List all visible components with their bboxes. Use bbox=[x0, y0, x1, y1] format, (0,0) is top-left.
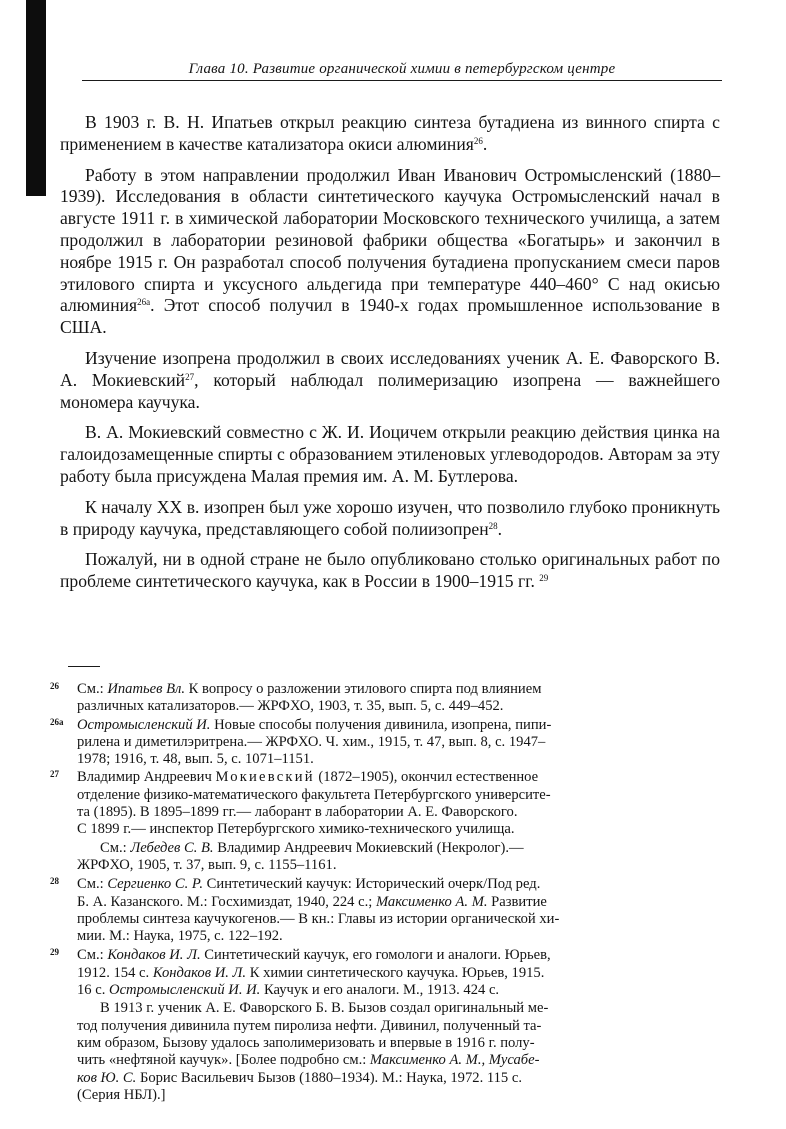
footnote-number: 26а bbox=[50, 716, 64, 727]
paragraph-3: Изучение изопрена продолжил в своих исследованиях ученик А. Е. Фаворского В. А. Мокиевский$^{27}$, который наблюдал полимеризацию изопрена — важнейшего мономера каучука. bbox=[60, 347, 720, 412]
footnote-29: 29 См.: Кондаков И. Л. Синтетический каучук, его гомологи и аналоги. Юрьев, 1912. 154 с. Кондаков И. Л. К химии синтетического каучука. Юрьев, 1915. 16 с. Остромысленский И. И. Каучук и его аналоги. М., 1913. 424 с. bbox=[50, 947, 718, 999]
footnote-27-continuation: См.: Лебедев С. В. Владимир Андреевич Мокиевский (Некролог).— ЖРФХО, 1905, т. 37, вып. 9, с. 1155–1161. bbox=[77, 839, 524, 873]
paragraph-4: В. А. Мокиевский совместно с Ж. И. Иоцичем открыли реакцию действия цинка на галоидозамещенные спирты с образованием этиленовых углеводородов. Авторам за эту работу была присуждена Малая премия им. А. М. Бутлерова. bbox=[60, 422, 720, 486]
paragraph-1: В 1903 г. В. Н. Ипатьев открыл реакцию синтеза бутадиена из винного спирта с применением в качестве катализатора окиси алюминия$^{26}$. bbox=[60, 112, 720, 154]
running-header bbox=[82, 61, 722, 81]
page-binding-shadow bbox=[26, 0, 46, 196]
footnote-28: 28 См.: Сергиенко С. Р. Синтетический каучук: Исторический очерк/Под ред. Б. А. Казанского. М.: Госхимиздат, 1940, 224 с.; Максименко А. М. Развитие проблемы синтеза каучукогенов.— В кн.: Главы из истории органической хи- мии. М.: Наука, 1975, с. 122–192. bbox=[50, 876, 718, 945]
footnote-ref: 27 bbox=[185, 371, 195, 382]
footnote-number: 27 bbox=[50, 769, 59, 780]
running-title: Глава 10. Развитие органической химии в петербургском центре bbox=[188, 61, 616, 77]
footnote-ref: 29 bbox=[539, 573, 549, 584]
footnote-number: 29 bbox=[50, 947, 59, 958]
paragraph-6: Пожалуй, ни в одной стране не было опубликовано столько оригинальных работ по проблеме синтетического каучука, как в России в 1900–1915 гг. $^{29}$ bbox=[60, 549, 720, 592]
footnote-number: 26 bbox=[50, 681, 59, 691]
paragraph-5: К началу XX в. изопрен был уже хорошо изучен, что позволило глубоко проникнуть в природу каучука, представляющего собой полиизопрен$^{28}$. bbox=[60, 496, 720, 539]
footnote-number: 28 bbox=[50, 876, 59, 887]
main-text bbox=[60, 112, 720, 593]
footnote-separator bbox=[68, 666, 100, 667]
footnotes bbox=[50, 681, 718, 1104]
footnote-26: 26 См.: Ипатьев Вл. К вопросу о разложении этилового спирта под влиянием различных катализаторов.— ЖРФХО, 1903, т. 35, вып. 5, с. 449–452. bbox=[50, 681, 718, 716]
footnote-29-continuation: В 1913 г. ученик А. Е. Фаворского Б. В. Бызов создал оригинальный ме- тод получения дивинила путем пиролиза нефти. Дивинил, полученный та- ким образом, Бызову удалось заполимеризовать и впервые в 1916 г. полу- чить «нефтяной каучук». [Более подробно см.: Максименко А. М., Мусабе- ков Ю. С. Борис Васильевич Бызов (1880–1934). М.: Наука, 1972. 115 с. (Серия НБЛ).] bbox=[77, 1000, 549, 1103]
footnote-27: 27 Владимир Андреевич Мокиевский (1872–1905), окончил естественное отделение физико-математического факультета Петербургского университе- та (1895). В 1895–1899 гг.— лаборант в лаборатории А. Е. Фаворского. С 1899 г.— инспектор Петербургского химико-технического училища. bbox=[50, 769, 718, 838]
footnote-ref: 26 bbox=[473, 135, 483, 146]
footnote-26a: 26а Остромысленский И. Новые способы получения дивинила, изопрена, пипи- рилена и диметилэритрена.— ЖРФХО. Ч. хим., 1915, т. 47, вып. 8, с. 1947– 1978; 1916, т. 48, вып. 5, с. 1071–1151. bbox=[50, 717, 718, 769]
paragraph-2: Работу в этом направлении продолжил Иван Иванович Остромысленский (1880–1939). Исследования в области синтетического каучука Остромысленский начал в августе 1911 г. в химической лаборатории Московского технического училища, а затем продолжил в лаборатории резиновой фабрики общества «Богатырь» и закончил в ноябре 1915 г. Он разработал способ получения бутадиена пропусканием смеси паров этилового спирта и уксусного альдегида при температуре 440–460° С над окисью алюминия$^{26а}$. Этот способ получил в 1940-х годах промышленное использование в США. bbox=[60, 164, 720, 338]
footnote-ref: 28 bbox=[488, 520, 498, 531]
footnote-ref: 26а bbox=[137, 297, 151, 308]
